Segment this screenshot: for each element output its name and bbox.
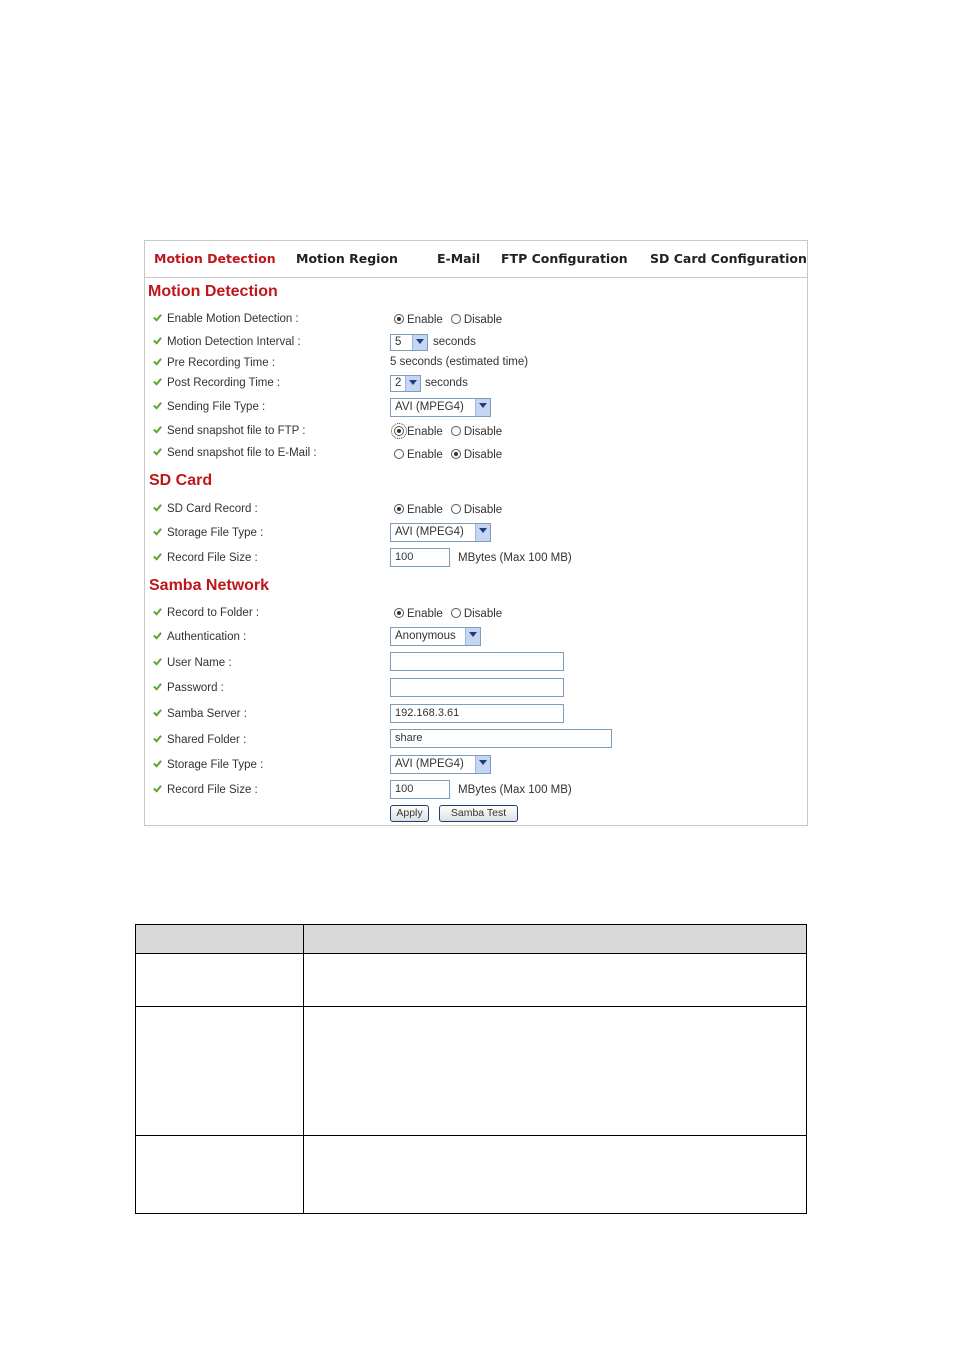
table-row bbox=[136, 1007, 807, 1136]
radio-icon[interactable] bbox=[451, 426, 461, 436]
label-text: Shared Folder : bbox=[167, 734, 247, 746]
table-header-cell bbox=[136, 925, 304, 954]
label-text: Pre Recording Time : bbox=[167, 357, 276, 369]
sd-storage-file-type-select[interactable] bbox=[390, 523, 491, 542]
radio-icon[interactable] bbox=[394, 314, 404, 324]
post-recording-unit: seconds bbox=[425, 377, 468, 389]
check-icon bbox=[153, 759, 162, 768]
radio-icon[interactable] bbox=[394, 426, 404, 436]
label-text: SD Card Record : bbox=[167, 503, 258, 515]
sd-record-file-size-label bbox=[153, 550, 258, 566]
sending-file-type-select[interactable] bbox=[390, 398, 491, 417]
enable-radio[interactable] bbox=[394, 608, 443, 620]
user-name-input[interactable] bbox=[390, 652, 564, 671]
samba-server-label bbox=[153, 706, 247, 722]
samba-storage-file-type-label bbox=[153, 757, 263, 773]
send-snapshot-email-radio-group bbox=[394, 446, 510, 464]
chevron-down-icon[interactable] bbox=[405, 376, 420, 391]
disable-radio[interactable] bbox=[451, 426, 502, 438]
table-header-cell bbox=[304, 925, 807, 954]
samba-storage-file-type-select[interactable] bbox=[390, 755, 491, 774]
tab-motion-detection[interactable]: Motion Detection bbox=[154, 251, 276, 266]
pre-recording-time-label bbox=[153, 355, 275, 371]
section-title-motion-detection: Motion Detection bbox=[148, 283, 278, 300]
label-text: Storage File Type : bbox=[167, 527, 264, 539]
table-cell bbox=[136, 954, 304, 1007]
label-text: Record to Folder : bbox=[167, 607, 260, 619]
tab-ftp-configuration[interactable]: FTP Configuration bbox=[501, 251, 628, 266]
check-icon bbox=[153, 377, 162, 386]
label-text: Send snapshot file to E-Mail : bbox=[167, 447, 317, 459]
radio-icon[interactable] bbox=[394, 504, 404, 514]
check-icon bbox=[153, 631, 162, 640]
check-icon bbox=[153, 336, 162, 345]
radio-label: Disable bbox=[463, 449, 503, 461]
interval-unit: seconds bbox=[433, 336, 476, 348]
label-text: Record File Size : bbox=[167, 784, 258, 796]
radio-label: Disable bbox=[463, 608, 503, 620]
apply-button[interactable]: Apply bbox=[390, 805, 429, 822]
samba-test-button[interactable]: Samba Test bbox=[439, 805, 518, 822]
tab-motion-region[interactable]: Motion Region bbox=[296, 251, 398, 266]
samba-server-input[interactable]: 192.168.3.61 bbox=[390, 704, 564, 723]
table-header-row bbox=[136, 925, 807, 954]
radio-icon[interactable] bbox=[451, 608, 461, 618]
label-text: Password : bbox=[167, 682, 224, 694]
check-icon bbox=[153, 447, 162, 456]
disable-radio[interactable] bbox=[451, 449, 502, 461]
check-icon bbox=[153, 708, 162, 717]
user-name-label bbox=[153, 655, 232, 671]
select-value: AVI (MPEG4) bbox=[395, 526, 464, 538]
check-icon bbox=[153, 682, 162, 691]
radio-label: Enable bbox=[407, 504, 443, 516]
authentication-label bbox=[153, 629, 246, 645]
radio-label: Enable bbox=[407, 426, 443, 438]
chevron-down-icon[interactable] bbox=[475, 756, 490, 773]
motion-settings-panel bbox=[144, 240, 808, 826]
radio-label: Disable bbox=[463, 504, 503, 516]
label-text: Send snapshot file to FTP : bbox=[167, 425, 306, 437]
table-row bbox=[136, 1136, 807, 1214]
label-text: User Name : bbox=[167, 657, 232, 669]
disable-radio[interactable] bbox=[451, 608, 502, 620]
sd-record-file-size-unit: MBytes (Max 100 MB) bbox=[458, 552, 572, 564]
shared-folder-input[interactable]: share bbox=[390, 729, 612, 748]
samba-record-file-size-label bbox=[153, 782, 258, 798]
enable-motion-detection-label bbox=[153, 311, 299, 327]
check-icon bbox=[153, 657, 162, 666]
check-icon bbox=[153, 357, 162, 366]
check-icon bbox=[153, 527, 162, 536]
radio-icon[interactable] bbox=[451, 314, 461, 324]
radio-icon[interactable] bbox=[394, 608, 404, 618]
label-text: Sending File Type : bbox=[167, 401, 266, 413]
check-icon bbox=[153, 552, 162, 561]
label-text: Post Recording Time : bbox=[167, 377, 281, 389]
check-icon bbox=[153, 425, 162, 434]
chevron-down-icon[interactable] bbox=[412, 335, 427, 350]
disable-radio[interactable] bbox=[451, 314, 502, 326]
enable-radio[interactable] bbox=[394, 426, 443, 438]
tab-email[interactable]: E-Mail bbox=[437, 251, 481, 266]
table-cell bbox=[136, 1007, 304, 1136]
check-icon bbox=[153, 401, 162, 410]
check-icon bbox=[153, 784, 162, 793]
sd-card-record-radio-group bbox=[394, 501, 510, 519]
select-value: Anonymous bbox=[395, 630, 456, 642]
select-value: 5 bbox=[395, 336, 402, 348]
table-row bbox=[136, 954, 807, 1007]
radio-label: Disable bbox=[463, 314, 503, 326]
radio-icon[interactable] bbox=[451, 449, 461, 459]
motion-detection-interval-label bbox=[153, 334, 301, 350]
select-value: AVI (MPEG4) bbox=[395, 401, 464, 413]
table-cell bbox=[304, 1136, 807, 1214]
radio-label: Enable bbox=[407, 314, 443, 326]
shared-folder-label bbox=[153, 732, 246, 748]
send-snapshot-ftp-label bbox=[153, 423, 306, 439]
radio-icon[interactable] bbox=[394, 449, 404, 459]
label-text: Enable Motion Detection : bbox=[167, 313, 299, 325]
table-cell bbox=[304, 954, 807, 1007]
radio-icon[interactable] bbox=[451, 504, 461, 514]
interval-select[interactable] bbox=[390, 334, 428, 351]
check-icon bbox=[153, 734, 162, 743]
radio-label: Enable bbox=[407, 449, 443, 461]
sd-record-file-size-input[interactable]: 100 bbox=[390, 548, 450, 567]
check-icon bbox=[153, 503, 162, 512]
send-snapshot-email-label bbox=[153, 445, 317, 461]
enable-radio[interactable] bbox=[394, 314, 443, 326]
sd-card-record-label bbox=[153, 501, 258, 517]
chevron-down-icon[interactable] bbox=[475, 524, 490, 541]
post-recording-time-label bbox=[153, 375, 280, 391]
select-value: AVI (MPEG4) bbox=[395, 758, 464, 770]
label-text: Samba Server : bbox=[167, 708, 247, 720]
table-cell bbox=[304, 1007, 807, 1136]
check-icon bbox=[153, 607, 162, 616]
enable-radio[interactable] bbox=[394, 449, 443, 461]
tab-bar bbox=[145, 241, 807, 278]
post-recording-select[interactable] bbox=[390, 375, 421, 392]
samba-record-file-size-input[interactable]: 100 bbox=[390, 780, 450, 799]
enable-radio[interactable] bbox=[394, 504, 443, 516]
pre-recording-time-value: 5 seconds (estimated time) bbox=[390, 356, 529, 368]
chevron-down-icon[interactable] bbox=[465, 628, 480, 645]
disable-radio[interactable] bbox=[451, 504, 502, 516]
authentication-select[interactable] bbox=[390, 627, 481, 646]
description-table bbox=[135, 924, 807, 1214]
select-value: 2 bbox=[395, 377, 402, 389]
password-label bbox=[153, 680, 224, 696]
radio-label: Disable bbox=[463, 426, 503, 438]
table-cell bbox=[136, 1136, 304, 1214]
sd-storage-file-type-label bbox=[153, 525, 263, 541]
radio-label: Enable bbox=[407, 608, 443, 620]
chevron-down-icon[interactable] bbox=[475, 399, 490, 416]
section-title-samba-network: Samba Network bbox=[149, 577, 270, 594]
send-snapshot-ftp-radio-group bbox=[394, 423, 510, 441]
section-title-sd-card: SD Card bbox=[149, 472, 213, 489]
label-text: Motion Detection Interval : bbox=[167, 336, 301, 348]
tab-sd-card-configuration[interactable]: SD Card Configuration bbox=[650, 251, 807, 266]
record-to-folder-radio-group bbox=[394, 605, 510, 623]
sending-file-type-label bbox=[153, 399, 265, 415]
enable-motion-detection-radio-group bbox=[394, 311, 510, 329]
label-text: Storage File Type : bbox=[167, 759, 264, 771]
check-icon bbox=[153, 313, 162, 322]
label-text: Authentication : bbox=[167, 631, 247, 643]
record-to-folder-label bbox=[153, 605, 259, 621]
password-input[interactable] bbox=[390, 678, 564, 697]
samba-record-file-size-unit: MBytes (Max 100 MB) bbox=[458, 784, 572, 796]
label-text: Record File Size : bbox=[167, 552, 258, 564]
